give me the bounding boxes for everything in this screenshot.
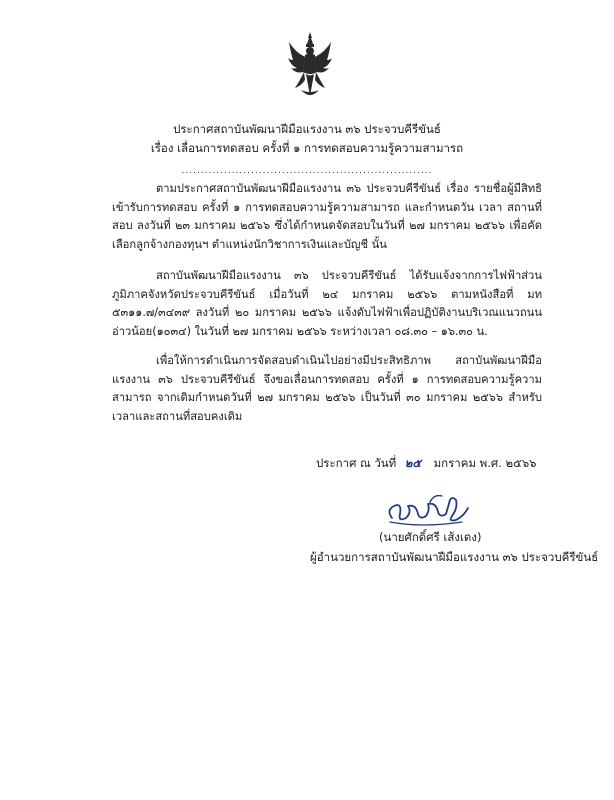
signature-icon [372, 488, 482, 534]
paragraph-1-text: ตามประกาศสถาบันพัฒนาฝีมือแรงงาน ๓๖ ประจวบคีรีขันธ์ เรื่อง รายชื่อผู้มีสิทธิเข้ารับการทดสอบ ครั้งที่ ๑ การทดสอบความรู้ความสามารถ และกำหนดวัน เวลา สถานที่สอบ ลงวันที่ ๒๓ มกราคม ๒๕๖๖ ซึ่งได้กำหนดจัดสอบในวันที่ ๒๗ มกราคม ๒๕๖๖ เพื่อคัดเลือกลูกจ้างกองทุนฯ ตำแหน่งนักวิชาการเงินและบัญชี นั้น [112, 182, 542, 251]
paragraph-3-text: เพื่อให้การดำเนินการจัดสอบดำเนินไปอย่างมีประสิทธิภาพ สถาบันพัฒนาฝีมือแรงงาน ๓๖ ประจวบคีรีขันธ์ จึงขอเลื่อนการทดสอบ ครั้งที่ ๑ การทดสอบความรู้ความสามารถ จากเดิมกำหนดวันที่ ๒๗ มกราคม ๒๕๖๖ เป็นวันที่ ๓๐ มกราคม ๒๕๖๖ สำหรับเวลาและสถานที่สอบคงเดิม [112, 354, 542, 423]
document-title: ประกาศสถาบันพัฒนาฝีมือแรงงาน ๓๖ ประจวบคีรีขันธ์ [173, 122, 441, 136]
paragraph-2-text: สถาบันพัฒนาฝีมือแรงงาน ๓๖ ประจวบคีรีขันธ์ ได้รับแจ้งจากการไฟฟ้าส่วนภูมิภาคจังหวัดประจวบคีรีขันธ์ เมื่อวันที่ ๒๔ มกราคม ๒๕๖๖ ตามหนังสือที่ มท ๕๓๑๑.๗/๓๔๓๙ ลงวันที่ ๒๐ มกราคม ๒๕๖๖ แจ้งดับไฟฟ้าเพื่อปฏิบัติงานบริเวณแนวถนนอ่าวน้อย(๑๐๓๔) ในวันที่ ๒๗ มกราคม ๒๕๖๖ ระหว่างเวลา ๐๘.๓๐ – ๑๖.๓๐ น. [112, 269, 542, 338]
separator-line: ................................................................. [181, 166, 433, 176]
date-day: ๒๕ [404, 456, 422, 470]
document-subject: เรื่อง เลื่อนการทดสอบ ครั้งที่ ๑ การทดสอบความรู้ความสามารถ [150, 141, 464, 155]
body-paragraph-2 [112, 267, 542, 341]
body-paragraph-1 [112, 180, 542, 254]
signer-name: (นายศักดิ์ศรี เส้งเดง) [379, 530, 482, 544]
body-paragraph-3 [112, 352, 542, 426]
garuda-emblem-icon [287, 30, 333, 100]
announcement-date [316, 455, 536, 471]
date-prefix: ประกาศ ณ วันที่ [316, 456, 397, 470]
signer-title: ผู้อำนวยการสถาบันพัฒนาฝีมือแรงงาน ๓๖ ประจวบคีรีขันธ์ [310, 550, 599, 564]
date-month-year: มกราคม พ.ศ. ๒๕๖๖ [433, 456, 537, 470]
